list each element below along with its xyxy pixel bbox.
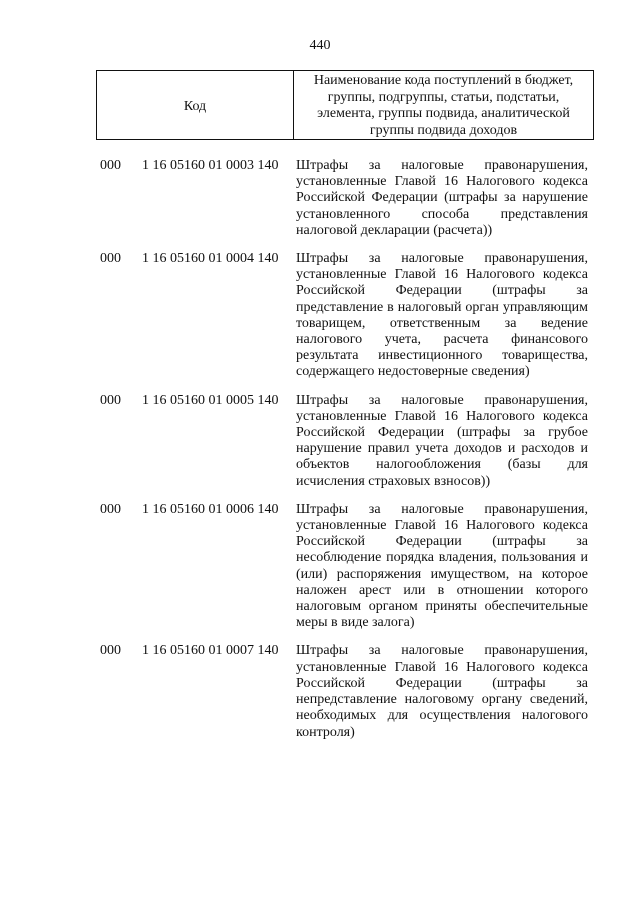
row-admin-code: 000 <box>100 643 121 659</box>
row-admin-code: 000 <box>100 501 121 517</box>
row-description: Штрафы за налоговые правонарушения, установленные Главой 16 Налогового кодекса Российской Федерации (штрафы за несоблюдение порядка владения, пользования и (или) распоряжения имуществом, на которое наложен арест или в отношении которого налоговым органом приняты обеспечительные меры в виде залога) <box>296 501 588 631</box>
row-admin-code: 000 <box>100 392 121 408</box>
header-name-label: Наименование кода поступлений в бюджет, группы, подгруппы, статьи, подстатьи, элемента, группы подвида, аналитической группы подвида доходов <box>313 73 574 138</box>
row-description: Штрафы за налоговые правонарушения, установленные Главой 16 Налогового кодекса Российской Федерации (штрафы за грубое нарушение правил учета доходов и расходов и объектов налогообложения (базы для исчисления страховых взносов)) <box>296 392 588 489</box>
row-description: Штрафы за налоговые правонарушения, установленные Главой 16 Налогового кодекса Российской Федерации (штрафы за представление в налоговый орган управляющим товарищем, ответственным за ведение налогового учета, расчета финансового результата инвестиционного товарищества, содержащего недостоверные сведения) <box>296 251 588 380</box>
row-description: Штрафы за налоговые правонарушения, установленные Главой 16 Налогового кодекса Российской Федерации (штрафы за непредставление налоговому органу сведений, необходимых для осуществления налогового контроля) <box>296 643 588 740</box>
header-code-label: Код <box>97 71 294 139</box>
row-income-code: 1 16 05160 01 0007 140 <box>142 643 279 659</box>
row-income-code: 1 16 05160 01 0003 140 <box>142 158 279 173</box>
row-income-code: 1 16 05160 01 0006 140 <box>142 501 279 517</box>
row-description: Штрафы за налоговые правонарушения, установленные Главой 16 Налогового кодекса Российской Федерации (штрафы за нарушение установленного способа представления налоговой декларации (расчета)) <box>296 158 588 238</box>
table-body <box>0 158 640 741</box>
table-row <box>0 502 640 632</box>
row-admin-code: 000 <box>100 158 121 173</box>
table-row <box>0 643 640 740</box>
row-income-code: 1 16 05160 01 0004 140 <box>142 251 279 267</box>
table-header <box>96 70 594 140</box>
table-row <box>0 158 640 239</box>
page-number: 440 <box>309 38 331 53</box>
row-admin-code: 000 <box>100 251 121 267</box>
table-row <box>0 393 640 490</box>
row-income-code: 1 16 05160 01 0005 140 <box>142 392 279 408</box>
table-row <box>0 251 640 381</box>
